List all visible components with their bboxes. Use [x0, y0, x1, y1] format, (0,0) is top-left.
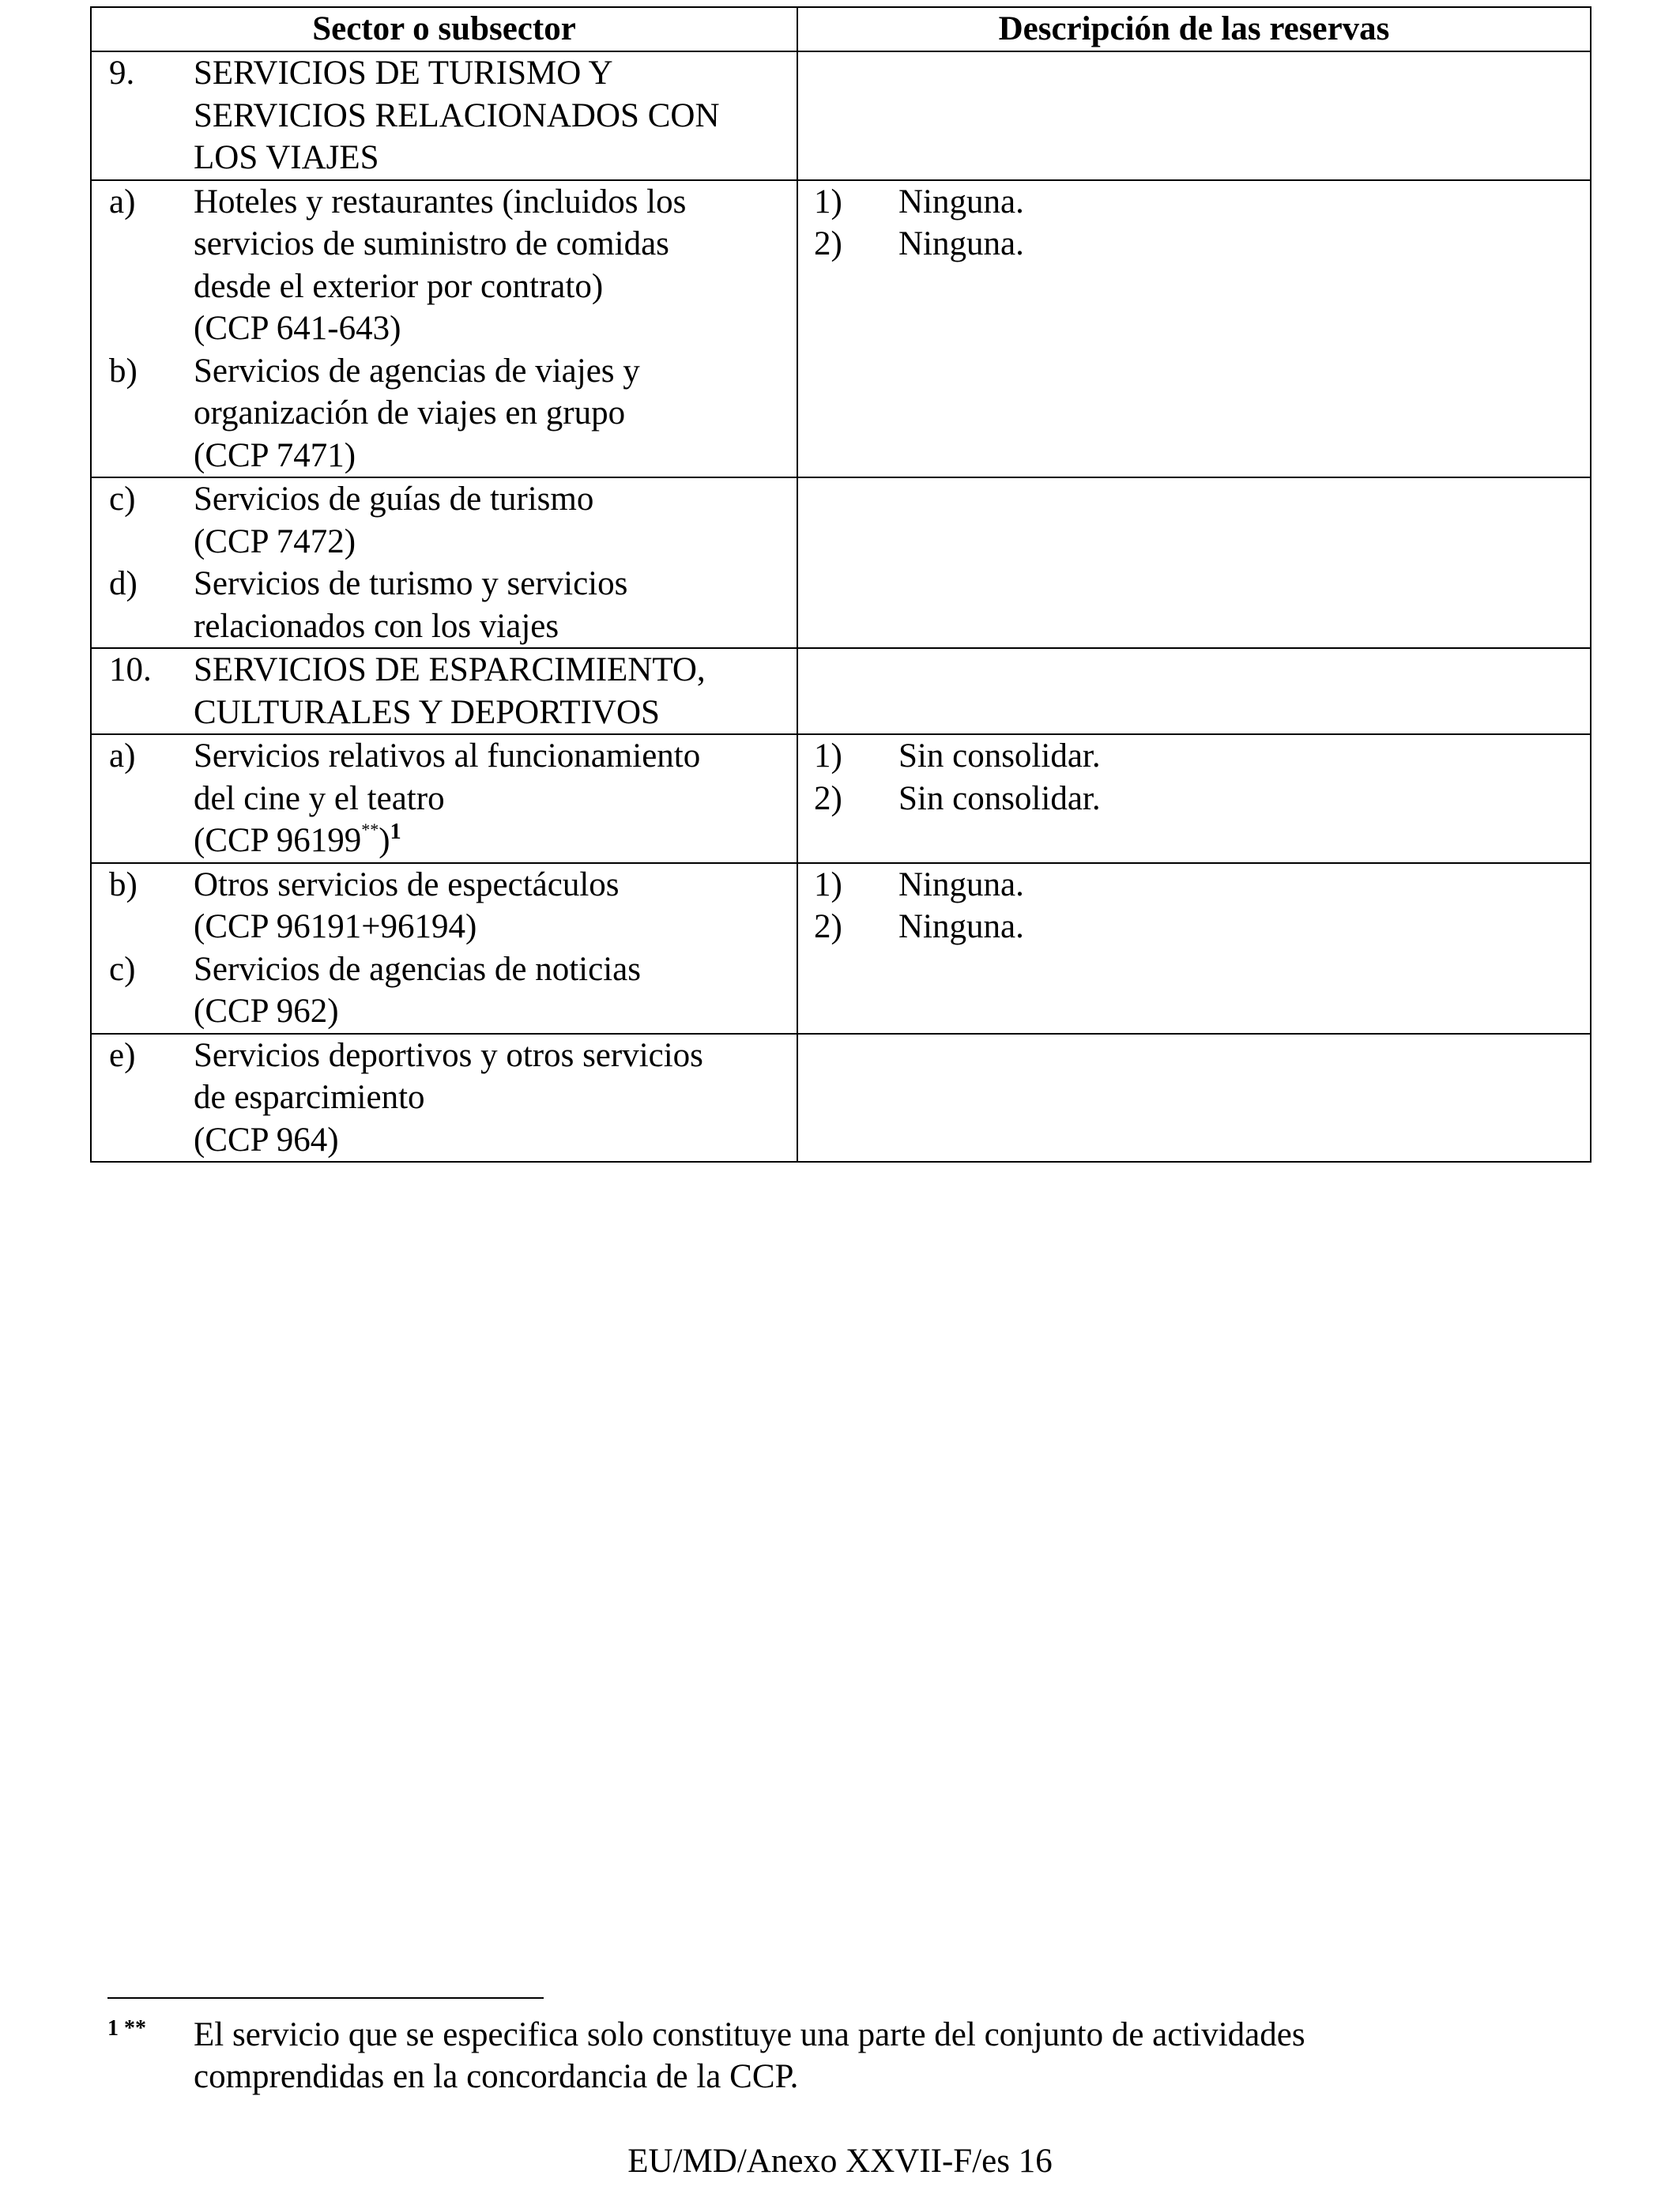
reservation-cell [797, 648, 1591, 734]
item-label: 1) [814, 737, 842, 775]
text-line: relacionados con los viajes [194, 607, 559, 645]
text-line: Servicios deportivos y otros servicios [194, 1036, 703, 1074]
text-line: CULTURALES Y DEPORTIVOS [194, 693, 660, 731]
table-row [91, 734, 1591, 863]
header-reservations: Descripción de las reservas [797, 7, 1591, 51]
text-line: (CCP 7472) [194, 522, 356, 560]
item-label: d) [109, 565, 137, 602]
text-line: Hoteles y restaurantes (incluidos los [194, 183, 687, 221]
text-line: (CCP 7471) [194, 436, 356, 474]
partial-service-mark: ** [361, 820, 379, 839]
list-item [109, 735, 789, 862]
list-item [109, 350, 789, 477]
sector-cell [91, 477, 797, 648]
header-sector: Sector o subsector [91, 7, 797, 51]
text-line: Otros servicios de espectáculos [194, 865, 620, 903]
item-label: e) [109, 1036, 136, 1074]
table-row [91, 51, 1591, 180]
text-line: Servicios de agencias de noticias [194, 950, 641, 988]
ccp-close: ) [379, 822, 390, 859]
reservation-item [814, 735, 1582, 778]
item-label: 2) [814, 779, 842, 817]
footnote-ref[interactable]: 1 [390, 820, 401, 844]
sector-cell [91, 863, 797, 1034]
table-row [91, 180, 1591, 478]
item-label: c) [109, 950, 136, 988]
sector-cell [91, 51, 797, 180]
reservation-text: Ninguna. [898, 865, 1024, 903]
text-line: (CCP 96191+96194) [194, 908, 477, 945]
text-line: de esparcimiento [194, 1079, 425, 1116]
reservation-cell [797, 734, 1591, 863]
text-line: desde el exterior por contrato) [194, 267, 604, 305]
reservation-cell [797, 477, 1591, 648]
text-line: LOS VIAJES [194, 139, 379, 176]
list-item [109, 864, 789, 948]
item-label: 10. [109, 651, 152, 688]
footnote-mark: 1 ** [107, 2016, 146, 2041]
text-line: organización de viajes en grupo [194, 394, 626, 432]
text-line: (CCP 641-643) [194, 310, 401, 347]
list-item [109, 478, 789, 563]
footnote-separator [107, 1997, 544, 1999]
reservation-item [814, 181, 1582, 224]
item-label: 2) [814, 908, 842, 945]
list-item [109, 948, 789, 1033]
reservation-text: Sin consolidar. [898, 737, 1101, 775]
text-line: SERVICIOS RELACIONADOS CON [194, 96, 720, 134]
reservation-cell [797, 180, 1591, 478]
sector-cell [91, 1034, 797, 1163]
item-label: b) [109, 352, 137, 390]
text-line: Servicios de agencias de viajes y [194, 352, 640, 390]
text-line: SERVICIOS DE ESPARCIMIENTO, [194, 651, 706, 688]
table-row [91, 863, 1591, 1034]
reservation-item [814, 223, 1582, 266]
footnote-line: comprendidas en la concordancia de la CCP. [194, 2058, 799, 2095]
item-label: a) [109, 737, 136, 775]
reservations-table [90, 6, 1591, 1163]
text-line: Servicios relativos al funcionamiento [194, 737, 701, 775]
table-row [91, 1034, 1591, 1163]
table-row [91, 648, 1591, 734]
reservation-cell [797, 1034, 1591, 1163]
table-header-row [91, 7, 1591, 51]
list-item [109, 181, 789, 350]
reservation-item [814, 778, 1582, 820]
text-line: servicios de suministro de comidas [194, 225, 669, 262]
sector-cell [91, 734, 797, 863]
reservation-text: Sin consolidar. [898, 779, 1101, 817]
text-line: del cine y el teatro [194, 779, 445, 817]
item-label: a) [109, 183, 136, 221]
ccp-code: (CCP 96199 [194, 822, 362, 859]
footnote-line: El servicio que se especifica solo constituye una parte del conjunto de actividades [194, 2016, 1305, 2053]
reservation-cell [797, 51, 1591, 180]
item-label: 2) [814, 225, 842, 262]
page-footer: EU/MD/Anexo XXVII-F/es 16 [627, 2143, 1053, 2180]
reservation-cell [797, 863, 1591, 1034]
reservation-text: Ninguna. [898, 183, 1024, 221]
text-line: (CCP 962) [194, 993, 339, 1030]
item-label: c) [109, 481, 136, 518]
text-line: Servicios de guías de turismo [194, 481, 594, 518]
footnote [107, 2014, 1593, 2098]
item-label: 1) [814, 183, 842, 221]
text-line: (CCP 964) [194, 1121, 339, 1159]
list-item [109, 1035, 789, 1162]
item-label: b) [109, 865, 137, 903]
sector-9-heading [109, 52, 789, 179]
item-label: 1) [814, 865, 842, 903]
text-line: SERVICIOS DE TURISMO Y [194, 55, 613, 92]
sector-cell [91, 648, 797, 734]
sector-cell [91, 180, 797, 478]
reservation-item [814, 864, 1582, 907]
table-row [91, 477, 1591, 648]
item-label: 9. [109, 55, 135, 92]
text-line: Servicios de turismo y servicios [194, 565, 628, 602]
reservation-text: Ninguna. [898, 908, 1024, 945]
sector-10-heading [109, 649, 789, 733]
list-item [109, 563, 789, 647]
reservation-text: Ninguna. [898, 225, 1024, 262]
reservation-item [814, 906, 1582, 948]
ccp-line [194, 820, 789, 862]
